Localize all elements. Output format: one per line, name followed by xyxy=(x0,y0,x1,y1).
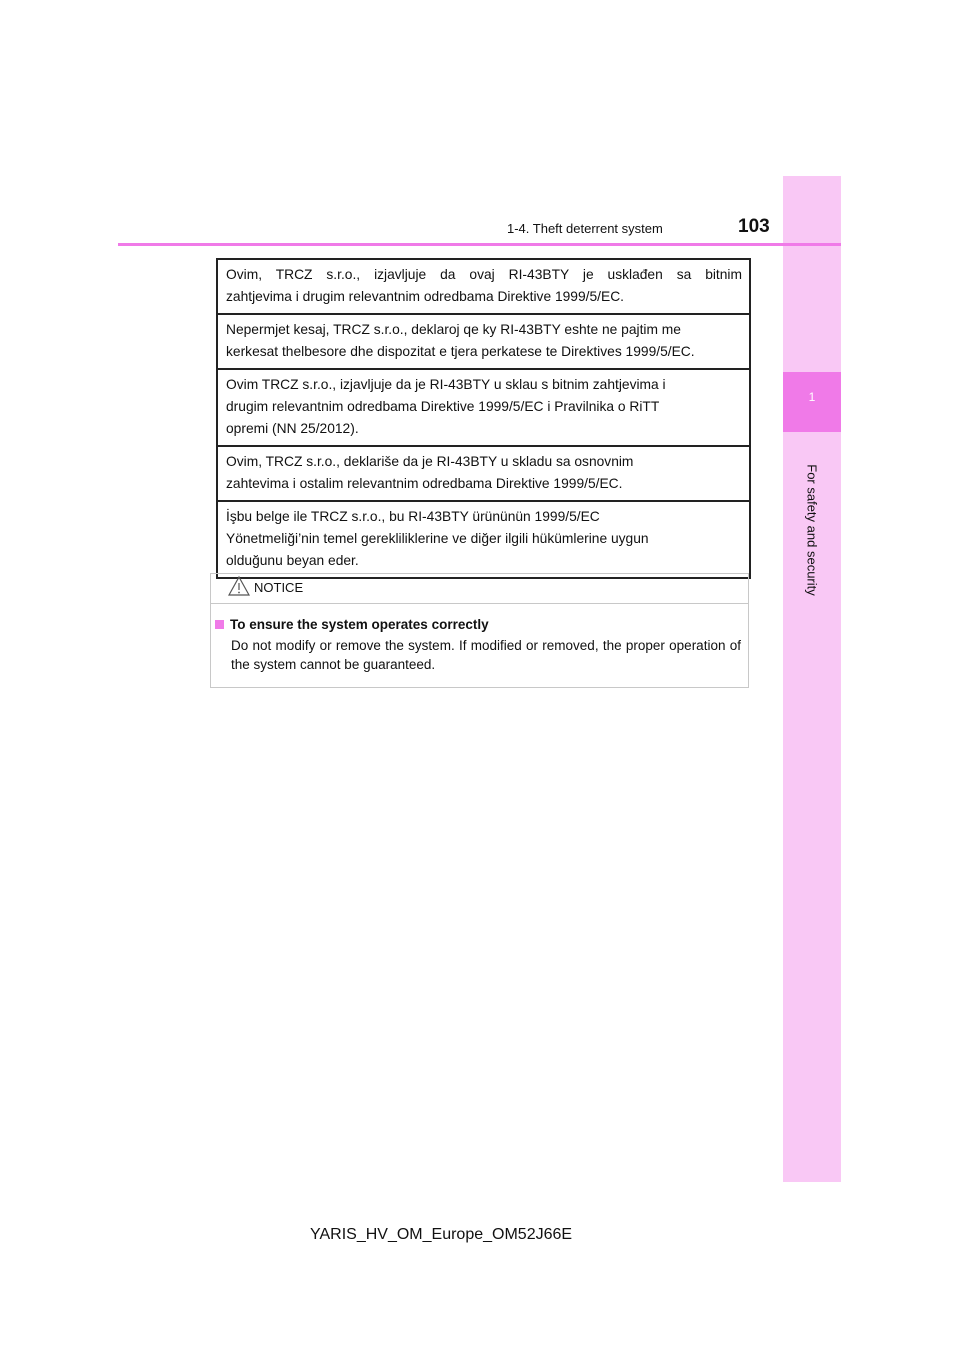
page-number: 103 xyxy=(738,216,770,237)
declaration-line: olduğunu beyan eder. xyxy=(226,553,359,568)
notice-box xyxy=(210,573,749,688)
notice-item-text: Do not modify or remove the system. If modified or removed, the proper operation of the system cannot be guaranteed. xyxy=(231,638,741,672)
declaration-row xyxy=(218,447,749,502)
declaration-line: Nepermjet kesaj, TRCZ s.r.o., deklaroj qe ky RI-43BTY eshte ne pajtim me xyxy=(226,322,681,337)
declaration-line: Yönetmeliği’nin temel gerekliliklerine ve diğer ilgili hükümlerine uygun xyxy=(226,531,649,546)
declaration-line: drugim relevantnim odredbama Direktive 1999/5/EC i Pravilnika o RiTT xyxy=(226,399,660,414)
declaration-table xyxy=(216,258,751,579)
square-bullet-icon xyxy=(215,620,224,629)
notice-title: NOTICE xyxy=(254,580,304,595)
declaration-row xyxy=(218,260,749,315)
declaration-line: kerkesat thelbesore dhe dispozitat e tjera perkatese te Direktives 1999/5/EC. xyxy=(226,344,695,359)
declaration-line: opremi (NN 25/2012). xyxy=(226,421,359,436)
declaration-line: zahtjevima i drugim relevantnim odredbama Direktive 1999/5/EC. xyxy=(226,289,624,304)
notice-item-title: To ensure the system operates correctly xyxy=(230,617,489,632)
chapter-number: 1 xyxy=(808,390,816,404)
chapter-side-tab xyxy=(783,176,841,1182)
declaration-row xyxy=(218,315,749,370)
chapter-number-tab xyxy=(783,372,841,432)
document-code: YARIS_HV_OM_Europe_OM52J66E xyxy=(310,1226,573,1243)
declaration-line: zahtevima i ostalim relevantnim odredbama Direktive 1999/5/EC. xyxy=(226,476,623,491)
notice-item-heading xyxy=(215,617,489,632)
declaration-line: Ovim, TRCZ s.r.o., izjavljuje da ovaj RI-43BTY je usklađen sa bitnim xyxy=(226,267,742,282)
header-rule xyxy=(118,243,841,246)
declaration-row xyxy=(218,502,749,577)
declaration-line: Ovim TRCZ s.r.o., izjavljuje da je RI-43BTY u sklau s bitnim zahtjevima i xyxy=(226,377,666,392)
warning-triangle-icon xyxy=(228,575,250,597)
declaration-line: İşbu belge ile TRCZ s.r.o., bu RI-43BTY ürününün 1999/5/EC xyxy=(226,509,600,524)
notice-header xyxy=(211,574,748,604)
declaration-line: Ovim, TRCZ s.r.o., deklariše da je RI-43BTY u skladu sa osnovnim xyxy=(226,454,634,469)
section-title: 1-4. Theft deterrent system xyxy=(507,221,663,236)
chapter-label: For safety and security xyxy=(804,464,820,596)
declaration-row xyxy=(218,370,749,447)
